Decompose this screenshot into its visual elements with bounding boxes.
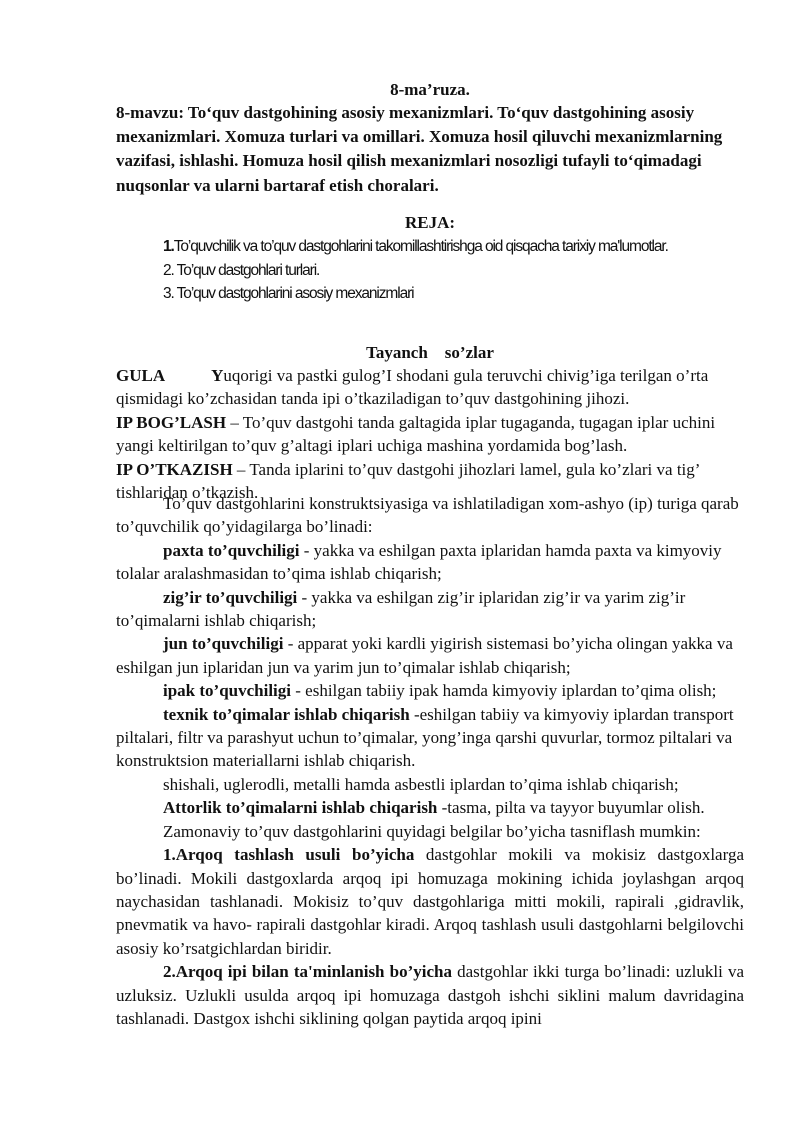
topic-heading: 8-mavzu: To‘quv dastgohining asosiy mexanizmlari. To‘quv dastgohining asosiy mexanizmlari. Xomuza turlari va omillari. Xomuza hosil qiluvchi mexanizmlarning vazifasi, ishlashi. Homuza hosil qilish mexanizmlari nosozligi tufayli to‘qimadagi nuqsonlar va ularni bartaraf etish choralari. <box>116 103 723 195</box>
plan-item-2: 2. To’quv dastgohlari turlari. <box>163 261 320 279</box>
type-term: ipak to’quvchiligi <box>163 681 292 701</box>
type-term: zig’ir to’quvchiligi <box>163 587 298 607</box>
keyword-ip-boglash <box>116 411 744 458</box>
type-definition: - eshilgan tabiiy ipak hamda kimyoviy iplardan to’qima olish; <box>291 681 717 701</box>
class-1-term: 1.Arqoq tashlash usuli bo’yicha <box>163 845 415 865</box>
class-2-paragraph <box>116 960 744 1030</box>
type-definition: -eshilgan tabiiy va kimyoviy iplardan transport piltalari, filtr va parashyut uchun to’qimalar, yong’inga qarshi quvurlar, tormoz piltalari va konstruktsion materiallarni ishlab chiqarish. <box>116 704 734 771</box>
body-section <box>116 492 744 1030</box>
keyword-gula <box>116 364 744 411</box>
attorlik-term: Attorlik to’qimalarni ishlab chiqarish <box>163 798 438 818</box>
keyword-ip-otkazish-term: IP O’TKAZISH <box>116 459 233 479</box>
keyword-gula-term: GULA <box>116 366 166 385</box>
type-term: jun to’quvchiligi <box>163 634 284 654</box>
keyword-gula-first-letter: Y <box>211 366 224 385</box>
class-1-paragraph <box>116 843 744 960</box>
keyword-ip-otkazish-definition: – Tanda iplarini to’quv dastgohi jihozlari lamel, gula ko’zlari va tig’ tishlaridan o’tkazish. <box>116 459 700 503</box>
plan-list <box>116 235 744 306</box>
plan-heading: REJA: <box>404 213 456 232</box>
type-item-ipak <box>116 679 744 702</box>
type-definition: - yakka va eshilgan zig’ir iplaridan zig’ir va yarim zig’ir to’qimalarni ishlab chiqarish; <box>116 587 686 631</box>
plan-item-1-text: To’quvchilik va to’quv dastgohlarini takomillashtirishga oid qisqacha tarixiy ma'lumotlar. <box>173 238 668 255</box>
class-1-definition: dastgohlar mokili va mokisiz dastgoxlarga bo’linadi. Mokili dastgoxlarda arqoq ipi homuzaga mokining ichida joylashgan arqoq naychasidan tashlanadi. Mokisiz to’quv dastgohlariga mitti mokili, rapirali ,gidravlik, pnevmatik va havo- rapirali dastgohlar kiradi. Arqoq tashlash usuli dastgohlarni belgilovchi asosiy ko’rsatgichlardan biridir. <box>116 845 744 958</box>
class-2-term: 2.Arqoq ipi bilan ta'minlanish bo’yicha <box>163 962 452 982</box>
classify-intro: Zamonaviy to’quv dastgohlarini quyidagi belgilar bo’yicha tasniflash mumkin: <box>163 821 701 841</box>
plan-item-1-number: 1. <box>163 238 174 255</box>
keywords-heading: Tayanch so’zlar <box>366 343 494 362</box>
type-term: paxta to’quvchiligi <box>163 540 300 560</box>
plan-item-3: 3. To’quv dastgohlarini asosiy mexanizmlari <box>163 285 414 302</box>
type-item-zigir <box>116 586 744 633</box>
class-2-definition: dastgohlar ikki turga bo’linadi: uzlukli va uzluksiz. Uzlukli usulda arqoq ipi homuzaga dastgoh ishchi siklini malum davridagina tashlanadi. Dastgox ishchi siklining qolgan paytida arqoq ipini <box>116 962 744 1028</box>
type-term: texnik to’qimalar ishlab chiqarish <box>163 704 410 724</box>
type-item-paxta <box>116 539 744 586</box>
keyword-ip-boglash-term: IP BOG’LASH <box>116 412 227 432</box>
type-item-texnik <box>116 703 744 773</box>
body-intro: To’quv dastgohlarini konstruktsiyasiga va ishlatiladigan xom-ashyo (ip) turiga qarab to’quvchilik qo’yidagilarga bo’linadi: <box>116 494 739 537</box>
attorlik-item <box>116 796 744 819</box>
plan-item-1 <box>116 235 744 259</box>
keyword-ip-boglash-definition: – To’quv dastgohi tanda galtagida iplar tugaganda, tugagan iplar uchini yangi keltirilgan to’quv g’altagi iplari uchiga mashina yordamida bog’lash. <box>116 412 716 456</box>
glass-line: shishali, uglerodli, metalli hamda asbestli iplardan to’qima ishlab chiqarish; <box>163 774 679 794</box>
lecture-title: 8-ma’ruza. <box>390 80 470 99</box>
type-definition: - apparat yoki kardli yigirish sistemasi bo’yicha olingan yakka va eshilgan jun iplaridan jun va yarim jun to’qimalar ishlab chiqarish; <box>116 634 733 677</box>
keywords-section <box>116 364 744 504</box>
keyword-gula-definition: uqorigi va pastki gulog’I shodani gula teruvchi chivig’iga terilgan o’rta qismidagi ko’zchasidan tanda ipi o’tkaziladigan to’quv dastgohining jihozi. <box>116 366 709 409</box>
type-definition: - yakka va eshilgan paxta iplaridan hamda paxta va kimyoviy tolalar aralashmasidan to’qima ishlab chiqarish; <box>116 540 722 584</box>
attorlik-definition: -tasma, pilta va tayyor buyumlar olish. <box>437 798 705 818</box>
type-item-jun <box>116 632 744 679</box>
